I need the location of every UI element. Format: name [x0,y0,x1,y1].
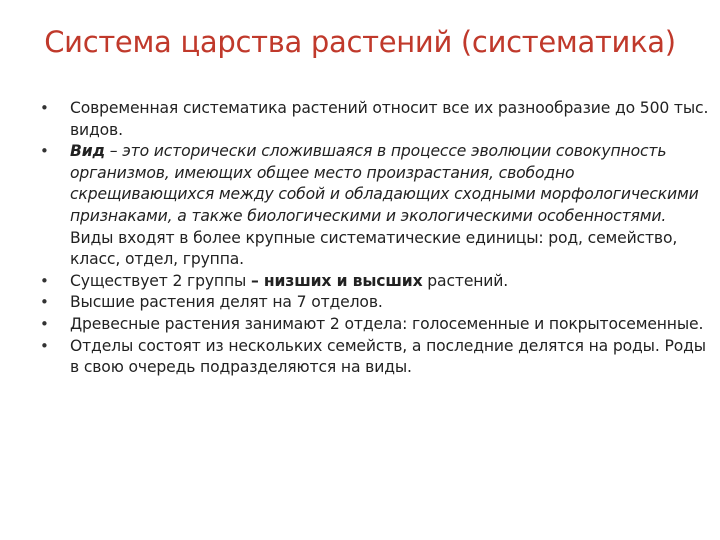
bullet-item [40,141,712,271]
slide-title: Система царства растений (систематика) [44,25,676,59]
bullet-text: Отделы состоят из нескольких семейств, а последние делятся на роды. Роды в свою очередь подразделяются на виды. [70,336,706,377]
bullet-text: Виды входят в более крупные систематические единицы: род, семейство, класс, отдел, группа. [70,228,678,269]
bullet-text: Высшие растения делят на 7 отделов. [70,293,383,312]
bullet-item [40,292,712,314]
bullet-text: Древесные растения занимают 2 отдела: голосеменные и покрытосеменные. [70,314,704,333]
bullet-text-after: растений. [422,271,509,290]
bullet-list [40,98,712,379]
bullet-text-before: Существует 2 группы [70,271,251,290]
bullet-item [40,336,712,379]
bullet-item [40,314,712,336]
bullet-emphasis: – низших и высших [250,271,423,290]
term-definition: – это исторически сложившаяся в процессе эволюции совокупность организмов, имеющих общее место произрастания, свободно скрещивающихся между собой и обладающих сходными морфологическими признаками, а также биологическими и экологическими особенностями. [70,142,699,225]
term-vid: Вид [70,142,105,161]
bullet-text: Современная систематика растений относит все их разнообразие до 500 тыс. видов. [70,99,709,139]
bullet-item [40,98,712,141]
bullet-item [40,271,712,293]
